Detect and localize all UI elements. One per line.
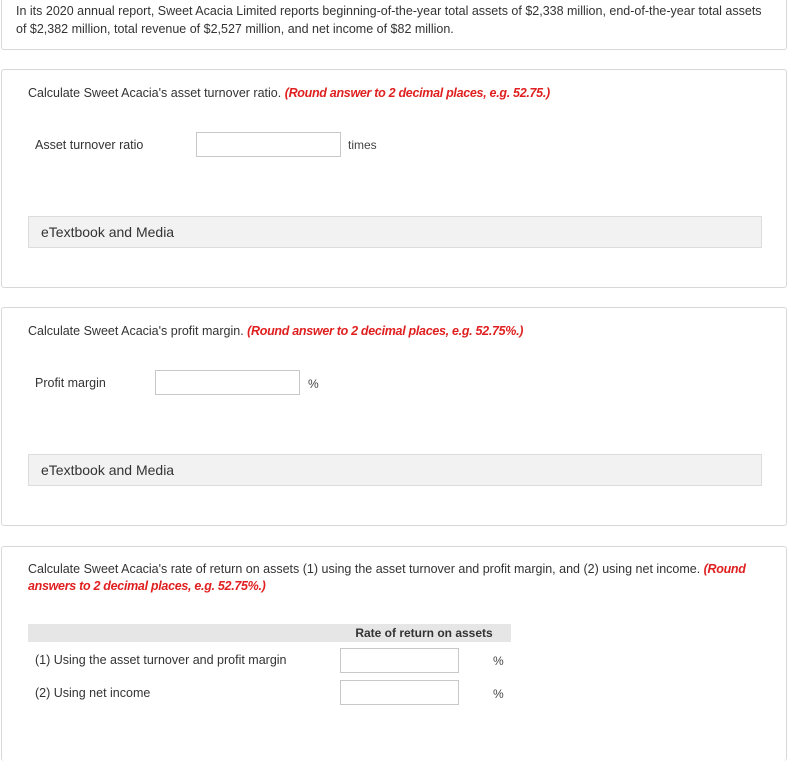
row-label-using-net-income: (2) Using net income: [35, 686, 151, 700]
prompt-text: Calculate Sweet Acacia's rate of return on assets (1) using the asset turnover and profit margin, and (2) using net income.: [28, 562, 701, 576]
question-prompt: [28, 85, 550, 102]
profit-margin-question: [1, 307, 787, 526]
return-on-assets-question: [1, 546, 787, 761]
etextbook-media-button[interactable]: eTextbook and Media: [28, 216, 762, 248]
profit-margin-input[interactable]: [155, 370, 300, 395]
asset-turnover-input[interactable]: [196, 132, 341, 157]
etextbook-media-button[interactable]: eTextbook and Media: [28, 454, 762, 486]
problem-statement-card: [1, 0, 787, 50]
asset-turnover-label: Asset turnover ratio: [35, 138, 144, 152]
profit-margin-label: Profit margin: [35, 376, 106, 390]
rounding-note: (Round answers to 2 decimal places, e.g. 52.75%.): [28, 562, 746, 593]
prompt-text: Calculate Sweet Acacia's profit margin.: [28, 324, 244, 338]
percent-unit: %: [493, 687, 504, 701]
question-prompt: [28, 323, 523, 340]
roa-net-income-input[interactable]: [340, 680, 459, 705]
table-header: [28, 624, 511, 642]
column-header-return-on-assets: Rate of return on assets: [355, 626, 493, 640]
prompt-text: Calculate Sweet Acacia's asset turnover ratio.: [28, 86, 282, 100]
asset-turnover-question: [1, 69, 787, 288]
row-label-using-turnover-margin: (1) Using the asset turnover and profit margin: [35, 653, 287, 667]
percent-unit: %: [493, 654, 504, 668]
roa-turnover-margin-input[interactable]: [340, 648, 459, 673]
question-prompt: [28, 561, 764, 595]
rounding-note: (Round answer to 2 decimal places, e.g. 52.75%.): [247, 324, 524, 338]
unit-label: times: [348, 138, 377, 152]
percent-unit: %: [308, 377, 319, 391]
rounding-note: (Round answer to 2 decimal places, e.g. 52.75.): [284, 86, 550, 100]
problem-statement: In its 2020 annual report, Sweet Acacia Limited reports beginning-of-the-year total assets of $2,338 million, end-of-the-year total assets of $2,382 million, total revenue of $2,527 million, and net income of $82 million.: [16, 4, 762, 36]
